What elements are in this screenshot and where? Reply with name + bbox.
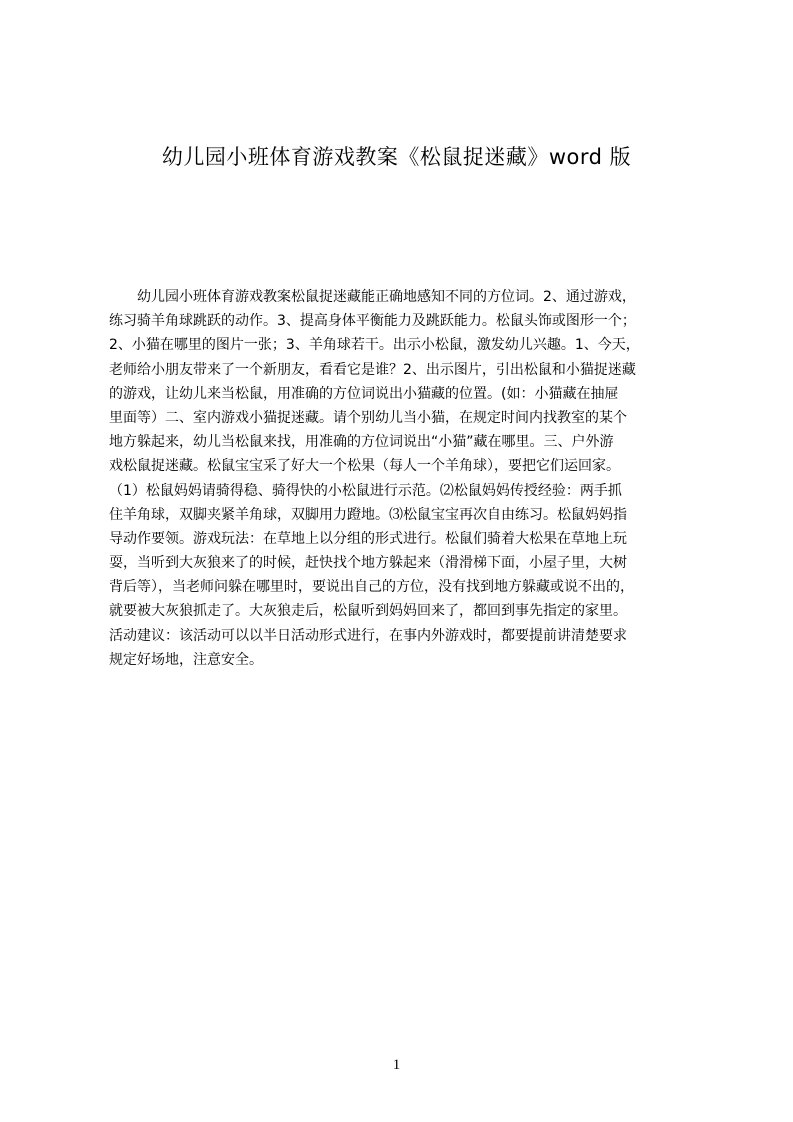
body-line: 住羊角球，双脚夹紧羊角球，双脚用力蹬地。⑶松鼠宝宝再次自由练习。松鼠妈妈指 — [109, 506, 627, 523]
body-line: 老师给小朋友带来了一个新朋友，看看它是谁？2、出示图片，引出松鼠和小猫捉迷藏 — [109, 361, 636, 378]
body-line: 里面等）二、室内游戏小猫捉迷藏。请个别幼儿当小猫，在规定时间内找教室的某个 — [109, 409, 627, 426]
body-line: 幼儿园小班体育游戏教案松鼠捉迷藏能正确地感知不同的方位词。2、通过游戏， — [137, 289, 636, 305]
body-line: 的游戏，让幼儿来当松鼠，用准确的方位词说出小猫藏的位置。(如：小猫藏在抽屉 — [109, 385, 619, 402]
body-line: 就要被大灰狼抓走了。大灰狼走后，松鼠听到妈妈回来了，都回到事先指定的家里。 — [109, 603, 627, 620]
body-line: 导动作要领。游戏玩法：在草地上以分组的形式进行。松鼠们骑着大松果在草地上玩 — [109, 530, 627, 547]
body-line: 规定好场地，注意安全。 — [109, 651, 263, 668]
body-line: 耍，当听到大灰狼来了的时候，赶快找个地方躲起来（滑滑梯下面，小屋子里，大树 — [109, 555, 627, 572]
body-line: 戏松鼠捉迷藏。松鼠宝宝采了好大一个松果（每人一个羊角球），要把它们运回家。 — [109, 458, 620, 475]
body-line: 地方躲起来，幼儿当松鼠来找，用准确的方位词说出“小猫”藏在哪里。三、户外游 — [109, 434, 614, 451]
document-title: 幼儿园小班体育游戏教案《松鼠捉迷藏》word 版 — [161, 145, 632, 169]
body-line: （1）松鼠妈妈请骑得稳、骑得快的小松鼠进行示范。⑵松鼠妈妈传授经验：两手抓 — [109, 482, 622, 499]
document-body — [109, 285, 699, 715]
page-number: 1 — [392, 1057, 401, 1073]
body-line: 活动建议：该活动可以以半日活动形式进行，在事内外游戏时，都要提前讲清楚要求 — [109, 627, 627, 644]
body-line: 背后等），当老师问躲在哪里时，要说出自己的方位，没有找到地方躲藏或说不出的， — [109, 579, 634, 596]
body-line: 练习骑羊角球跳跃的动作。3、提高身体平衡能力及跳跃能力。松鼠头饰或图形一个； — [109, 313, 636, 330]
body-line: 2、小猫在哪里的图片一张；3、羊角球若干。出示小松鼠，激发幼儿兴趣。1、今天， — [109, 337, 640, 354]
